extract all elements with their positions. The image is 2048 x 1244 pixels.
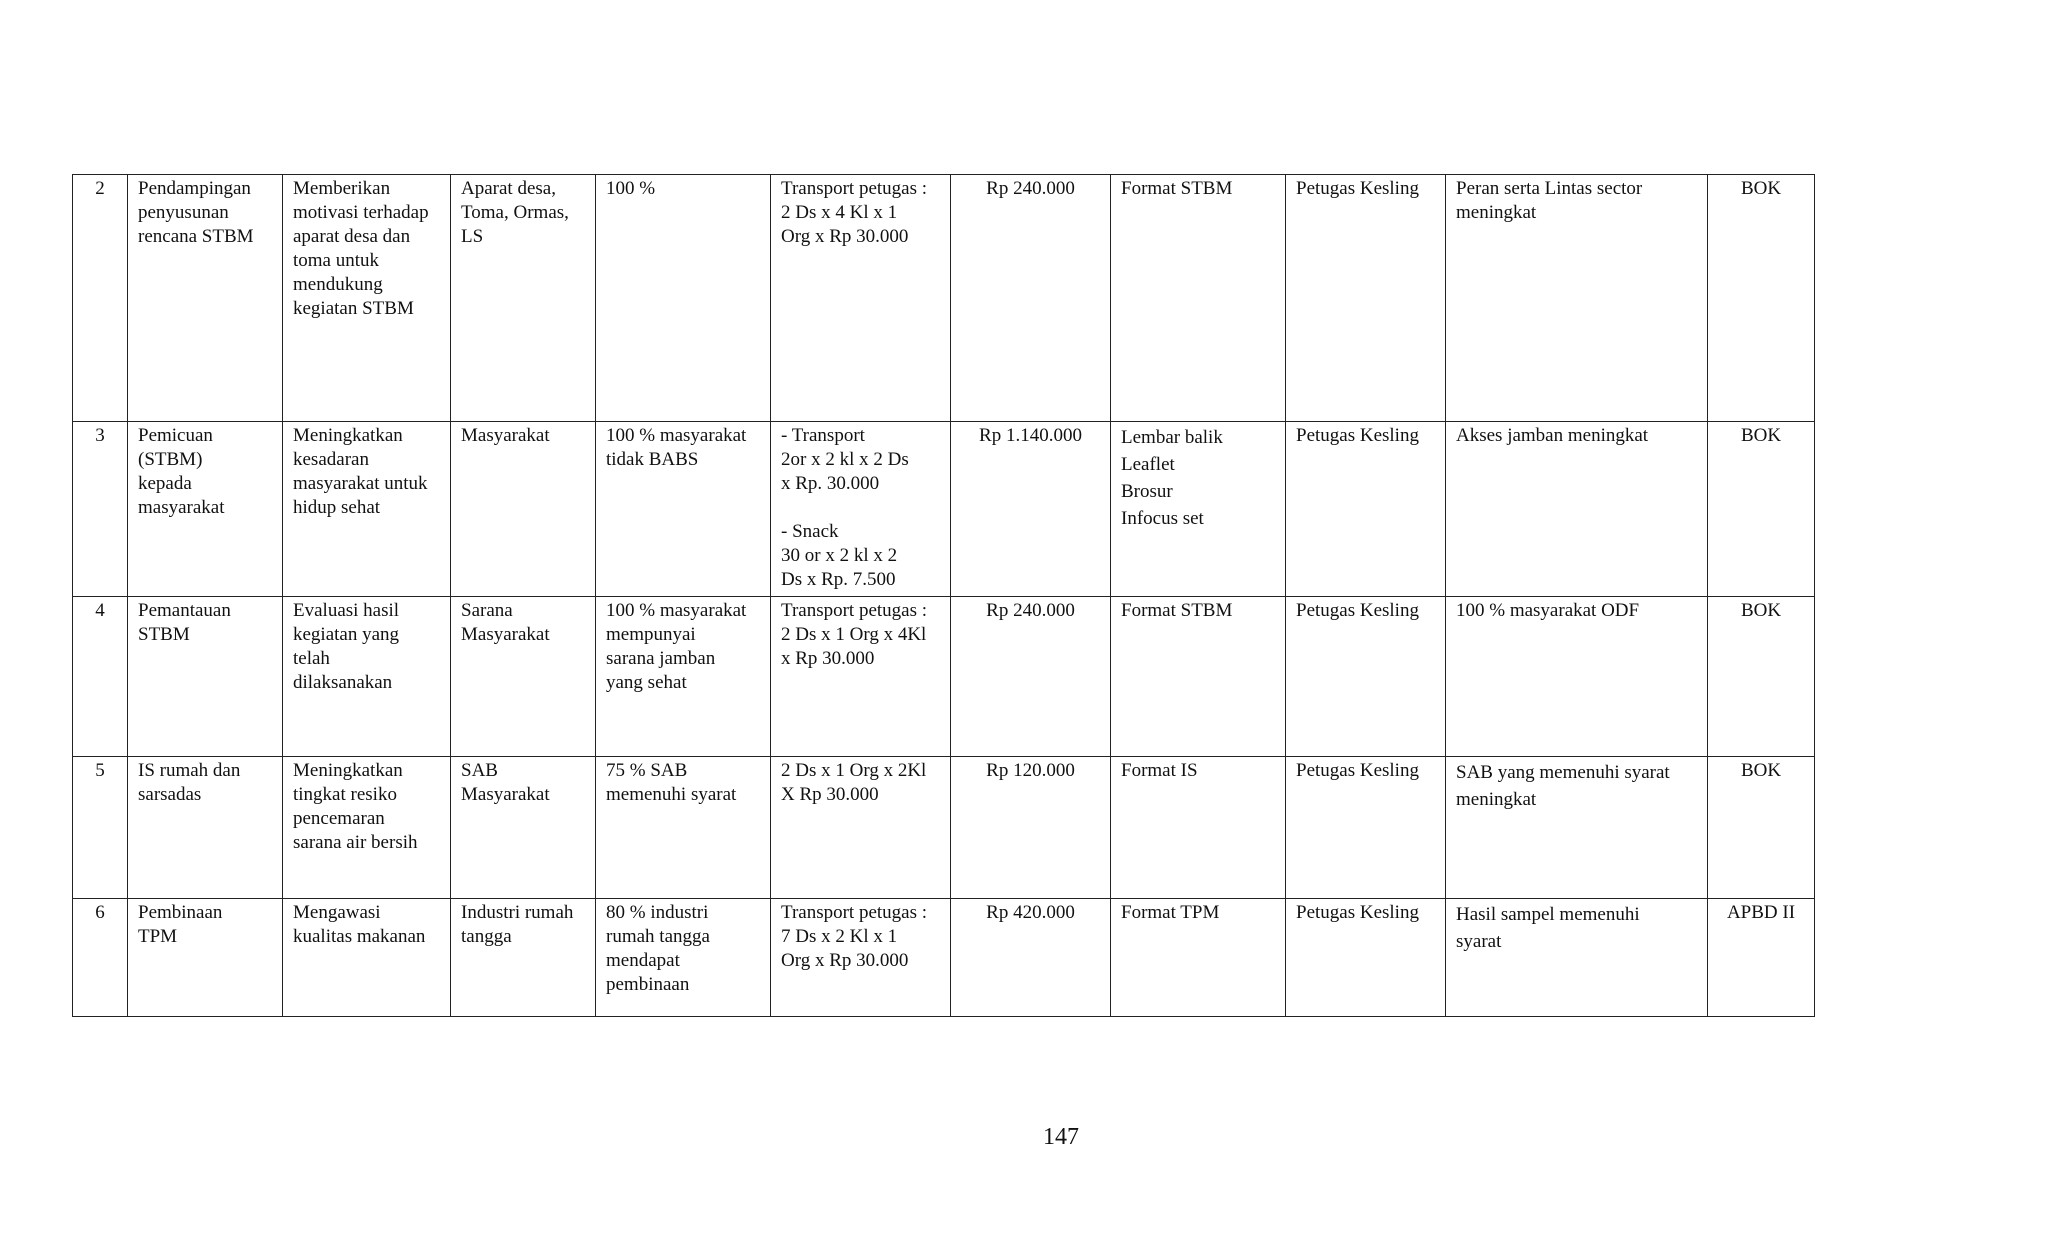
fund-source-cell: BOK [1708,422,1815,597]
media-cell: Lembar balik Leaflet Brosur Infocus set [1111,422,1286,597]
objective-cell: Mengawasi kualitas makanan [283,899,451,1017]
row-number: 3 [73,422,128,597]
row-number: 2 [73,175,128,422]
fund-source-cell: BOK [1708,597,1815,757]
cost-cell: Rp 1.140.000 [951,422,1111,597]
table-row [73,757,1815,899]
target-cell: Aparat desa, Toma, Ormas, LS [451,175,596,422]
row-number: 5 [73,757,128,899]
fund-source-cell: BOK [1708,175,1815,422]
officer-cell: Petugas Kesling [1286,899,1446,1017]
details-cell: Transport petugas : 2 Ds x 1 Org x 4Kl x Rp 30.000 [771,597,951,757]
cost-cell: Rp 240.000 [951,175,1111,422]
row-number: 4 [73,597,128,757]
goal-cell: 100 % [596,175,771,422]
target-cell: SAB Masyarakat [451,757,596,899]
objective-cell: Meningkatkan kesadaran masyarakat untuk hidup sehat [283,422,451,597]
cost-cell: Rp 120.000 [951,757,1111,899]
media-cell: Format STBM [1111,175,1286,422]
table-row [73,422,1815,597]
activity-cell: Pemantauan STBM [128,597,283,757]
goal-cell: 100 % masyarakat mempunyai sarana jamban yang sehat [596,597,771,757]
activity-plan-table [72,174,1815,1017]
outcome-cell: Peran serta Lintas sector meningkat [1446,175,1708,422]
objective-cell: Memberikan motivasi terhadap aparat desa dan toma untuk mendukung kegiatan STBM [283,175,451,422]
outcome-cell: 100 % masyarakat ODF [1446,597,1708,757]
cost-cell: Rp 420.000 [951,899,1111,1017]
activity-cell: Pembinaan TPM [128,899,283,1017]
objective-cell: Evaluasi hasil kegiatan yang telah dilaksanakan [283,597,451,757]
media-cell: Format IS [1111,757,1286,899]
goal-cell: 100 % masyarakat tidak BABS [596,422,771,597]
objective-cell: Meningkatkan tingkat resiko pencemaran sarana air bersih [283,757,451,899]
outcome-cell: Hasil sampel memenuhi syarat [1446,899,1708,1017]
activity-cell: IS rumah dan sarsadas [128,757,283,899]
media-cell: Format TPM [1111,899,1286,1017]
officer-cell: Petugas Kesling [1286,597,1446,757]
officer-cell: Petugas Kesling [1286,757,1446,899]
row-number: 6 [73,899,128,1017]
table-row [73,899,1815,1017]
goal-cell: 75 % SAB memenuhi syarat [596,757,771,899]
goal-cell: 80 % industri rumah tangga mendapat pembinaan [596,899,771,1017]
officer-cell: Petugas Kesling [1286,175,1446,422]
officer-cell: Petugas Kesling [1286,422,1446,597]
activity-cell: Pendampingan penyusunan rencana STBM [128,175,283,422]
fund-source-cell: APBD II [1708,899,1815,1017]
media-cell: Format STBM [1111,597,1286,757]
details-cell: - Transport 2or x 2 kl x 2 Ds x Rp. 30.000 - Snack 30 or x 2 kl x 2 Ds x Rp. 7.500 [771,422,951,597]
table-row [73,597,1815,757]
target-cell: Industri rumah tangga [451,899,596,1017]
details-cell: Transport petugas : 2 Ds x 4 Kl x 1 Org x Rp 30.000 [771,175,951,422]
outcome-cell: Akses jamban meningkat [1446,422,1708,597]
target-cell: Sarana Masyarakat [451,597,596,757]
details-cell: Transport petugas : 7 Ds x 2 Kl x 1 Org x Rp 30.000 [771,899,951,1017]
target-cell: Masyarakat [451,422,596,597]
fund-source-cell: BOK [1708,757,1815,899]
table-row [73,175,1815,422]
activity-cell: Pemicuan (STBM) kepada masyarakat [128,422,283,597]
cost-cell: Rp 240.000 [951,597,1111,757]
outcome-cell: SAB yang memenuhi syarat meningkat [1446,757,1708,899]
page-number: 147 [1043,1124,1079,1150]
details-cell: 2 Ds x 1 Org x 2Kl X Rp 30.000 [771,757,951,899]
